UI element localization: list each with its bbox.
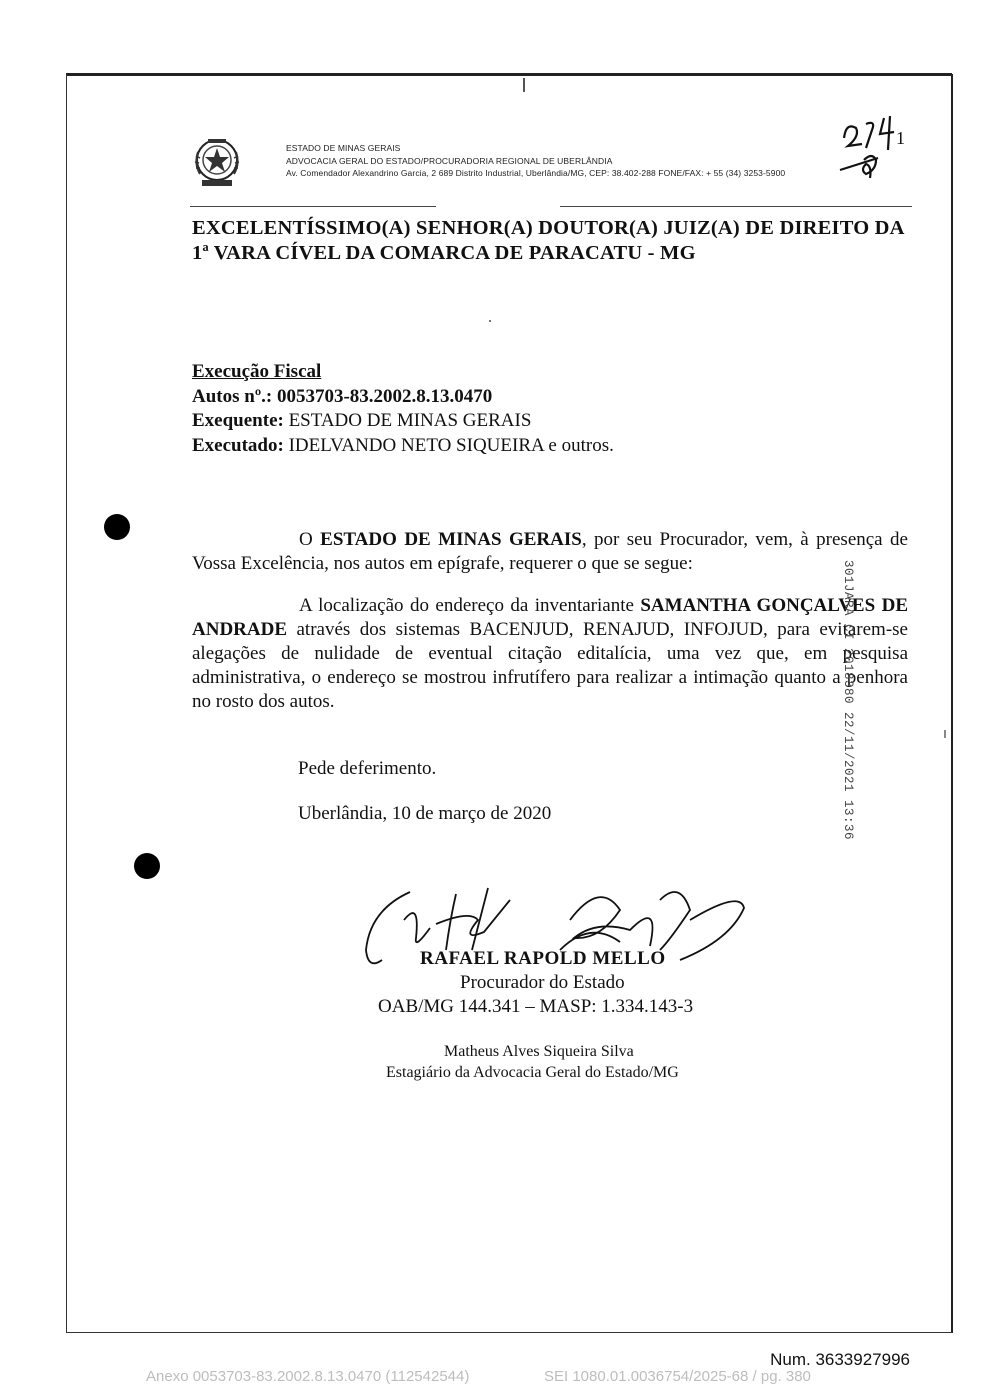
state-seal-icon [190, 134, 244, 190]
divider [560, 206, 912, 207]
signatory-oab: OAB/MG 144.341 – MASP: 1.334.143-3 [378, 996, 694, 1017]
letterhead [286, 142, 785, 180]
executado-value: IDELVANDO NETO SIQUEIRA e outros. [288, 434, 614, 456]
autos-value: 0053703-83.2002.8.13.0470 [276, 385, 493, 407]
handwritten-page-number [836, 108, 926, 190]
protocol-stamp: 301JARA CI 2018380 22/11/2021 13:36 [841, 559, 855, 841]
exequente-label: Exequente: [192, 410, 284, 431]
footer-left: Anexo 0053703-83.2002.8.13.0470 (112542544) [146, 1368, 470, 1385]
letterhead-line: ESTADO DE MINAS GERAIS [286, 143, 401, 153]
text-bold: SAMANTHA GONÇALVES DE ANDRADE [192, 595, 908, 640]
exequente-value: ESTADO DE MINAS GERAIS [288, 410, 532, 431]
punch-hole [134, 853, 160, 879]
case-type: Execução Fiscal [192, 361, 322, 382]
document-number: Num. 3633927996 [770, 1350, 910, 1369]
closing: Pede deferimento. [298, 758, 437, 779]
text: através dos sistemas BACENJUD, RENAJUD, INFOJUD, para evitarem-se alegações de nulidade de eventual citação editalícia, uma vez que, em pesquisa administrativa, o endereço se mostrou infrutífero para realizar a intimação quanto a penhora no rosto dos autos. [192, 619, 908, 712]
scan-mark [944, 730, 946, 738]
footer [146, 1368, 946, 1385]
autos-label: Autos nº.: [192, 385, 273, 407]
paragraph-request [192, 528, 908, 576]
executado-label: Executado: [192, 434, 284, 456]
signatory-role: Procurador do Estado [460, 972, 625, 993]
intern-name: Matheus Alves Siqueira Silva [444, 1043, 634, 1060]
letterhead-line: Av. Comendador Alexandrino Garcia, 2 689 Distrito Industrial, Uberlândia/MG, CEP: 38.402-288 FONE/FAX: + 55 (34) 3253-5900 [286, 168, 786, 178]
signatory-name: RAFAEL RAPOLD MELLO [420, 948, 666, 969]
case-details [192, 360, 614, 458]
text-bold: ESTADO DE MINAS GERAIS [320, 529, 582, 550]
divider [190, 206, 436, 207]
scan-mark [523, 78, 525, 92]
text: , por seu Procurador, vem, à presença de Vossa Excelência, nos autos em epígrafe, requerer o que se segue: [192, 529, 908, 574]
text: A localização do endereço da inventariante [299, 595, 641, 616]
scan-mark [489, 320, 491, 322]
page-mark: 1 [896, 128, 905, 148]
intern-role: Estagiário da Advocacia Geral do Estado/MG [386, 1064, 679, 1081]
text: O [299, 529, 321, 550]
addressee-heading: EXCELENTÍSSIMO(A) SENHOR(A) DOUTOR(A) JUIZ(A) DE DIREITO DA 1ª VARA CÍVEL DA COMARCA DE PARACATU - MG [192, 217, 904, 264]
footer-right: SEI 1080.01.0036754/2025-68 / pg. 380 [544, 1368, 811, 1385]
paragraph-location [192, 594, 908, 714]
punch-hole [104, 514, 130, 540]
place-date: Uberlândia, 10 de março de 2020 [298, 803, 552, 824]
letterhead-line: ADVOCACIA GERAL DO ESTADO/PROCURADORIA REGIONAL DE UBERLÂNDIA [286, 155, 613, 166]
